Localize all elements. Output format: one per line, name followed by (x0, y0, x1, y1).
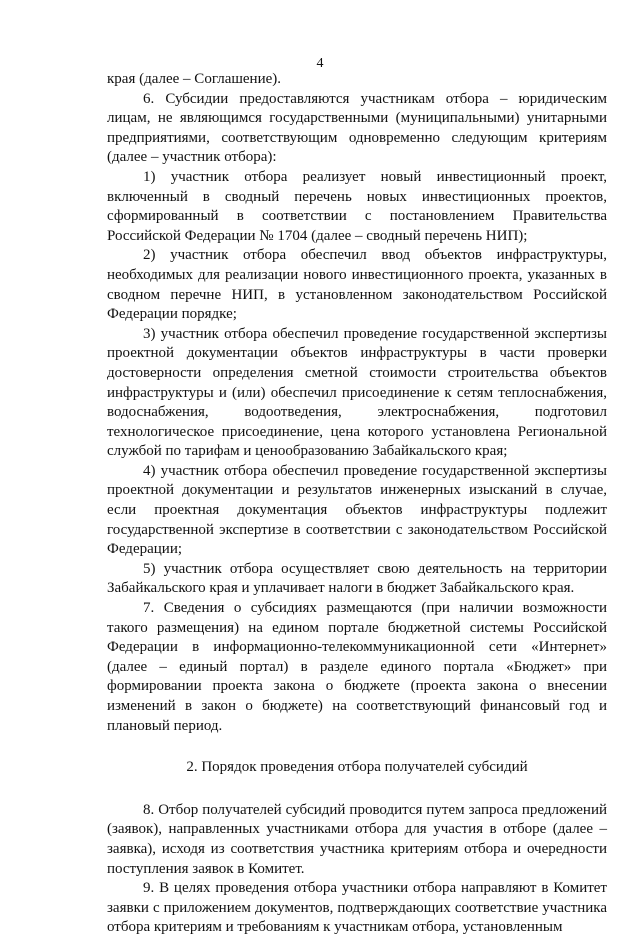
paragraph-item-9: 9. В целях проведения отбора участники отбора направляют в Комитет заявки с приложением документов, подтверждающих соответствие участника отбора критериям и требованиям к участникам отбора, установленным (107, 880, 607, 936)
paragraph-continuation: края (далее – Соглашение). (107, 71, 282, 87)
paragraph-item-7: 7. Сведения о субсидиях размещаются (при наличии возможности такого размещения) на едином портале бюджетной системы Российской Федерации в информационно-телекоммуникационной сети «Интернет» (далее – единый портал) в разделе единого портала «Бюджет» при формировании проекта закона о бюджете (проекта закона о внесении изменений в закон о бюджете) на соответствующий финансовый год и плановый период. (107, 600, 607, 734)
page-number: 4 (316, 56, 324, 71)
paragraph-criterion-4: 4) участник отбора обеспечил проведение государственной экспертизы проектной документации и результатов инженерных изысканий в случае, если проектная документация объектов инфраструктуры подлежит государственной экспертизе в соответствии с законодательством Российской Федерации; (107, 462, 607, 558)
paragraph-criterion-1: 1) участник отбора реализует новый инвестиционный проект, включенный в сводный перечень новых инвестиционных проектов, сформированный в соответствии с постановлением Правительства Российской Федерации № 1704 (далее – сводный перечень НИП); (107, 168, 607, 244)
paragraph-criterion-3: 3) участник отбора обеспечил проведение государственной экспертизы проектной документации объектов инфраструктуры в части проверки достоверности определения сметной стоимости строительства объектов инфраструктуры и (или) обеспечил присоединение к сетям теплоснабжения, водоснабжения, водоотведения, электроснабжения, подготовил технологическое присоединение, цена которого установлена Региональной службой по тарифам и ценообразованию Забайкальского края; (107, 325, 607, 460)
section-heading: 2. Порядок проведения отбора получателей субсидий (186, 759, 528, 776)
paragraph-item-8: 8. Отбор получателей субсидий проводится путем запроса предложений (заявок), направленных участниками отбора для участия в отборе (далее – заявка), исходя из соответствия участника критериям отбора и очередности поступления заявок в Комитет. (107, 801, 607, 877)
paragraph-criterion-5: 5) участник отбора осуществляет свою деятельность на территории Забайкальского края и уплачивает налоги в бюджет Забайкальского края. (107, 560, 607, 597)
paragraph-item-6: 6. Субсидии предоставляются участникам отбора – юридическим лицам, не являющимся государственными (муниципальными) унитарными предприятиями, соответствующим одновременно следующим критериям (далее – участник отбора): (107, 90, 607, 166)
paragraph-criterion-2: 2) участник отбора обеспечил ввод объектов инфраструктуры, необходимых для реализации нового инвестиционного проекта, указанных в сводном перечне НИП, в установленном законодательством Российской Федерации порядке; (107, 247, 607, 323)
document-body (107, 70, 607, 938)
